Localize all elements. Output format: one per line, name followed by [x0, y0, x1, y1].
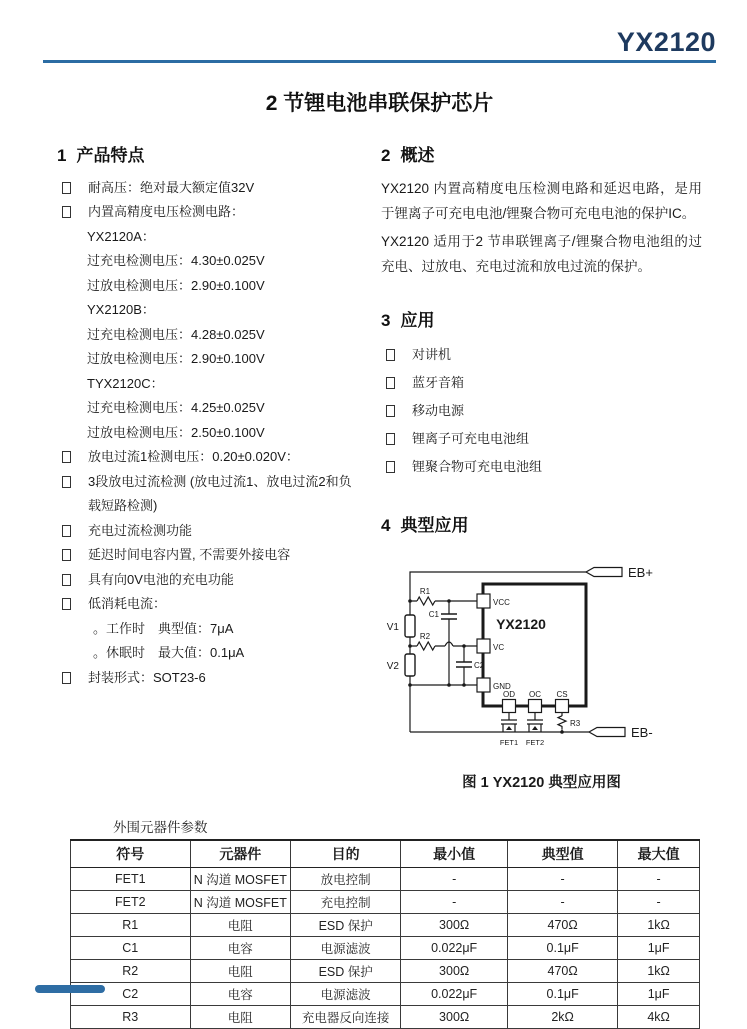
feature-text: 过放电检测电压：2.50±0.100V: [87, 424, 265, 440]
square-bullet-icon: [62, 182, 71, 194]
cell-max: 1μF: [618, 936, 700, 959]
application-text: 对讲机: [412, 346, 452, 362]
table-row: [71, 913, 700, 936]
application-item: [381, 425, 702, 453]
table-header-cell: 目的: [291, 840, 401, 868]
typical-application-circuit-diagram: [381, 552, 711, 762]
pin-gnd-label: GND: [493, 681, 511, 691]
feature-item: [57, 617, 359, 642]
feature-item: [57, 445, 359, 470]
feature-text: 耐高压：绝对最大额定值32V: [88, 179, 255, 195]
section-number: 1: [57, 145, 67, 165]
cell-min: 0.022μF: [401, 982, 508, 1005]
feature-text: 过放电检测电压：2.90±0.100V: [87, 277, 265, 293]
right-column: [381, 141, 702, 792]
v1-label: V1: [386, 621, 399, 633]
c2-label: C2: [474, 660, 485, 670]
cell-symbol: R3: [71, 1005, 191, 1028]
applications-list: [381, 341, 702, 481]
cell-max: 1kΩ: [618, 959, 700, 982]
feature-item: [57, 470, 359, 519]
cell-component: 电阻: [190, 959, 291, 982]
cell-component: 电容: [190, 936, 291, 959]
feature-text: 延迟时间电容内置, 不需要外接电容: [88, 547, 291, 563]
terminal-tags: [586, 567, 625, 736]
cell-purpose: 充电控制: [291, 890, 401, 913]
v2-label: V2: [386, 660, 399, 672]
feature-text: 放电过流1检测电压：0.20±0.020V：: [88, 449, 299, 465]
section-title: 应用: [400, 310, 435, 330]
square-bullet-icon: [62, 549, 71, 561]
feature-item: [57, 176, 359, 201]
pin-cs-label: CS: [556, 689, 568, 699]
feature-item: [57, 200, 359, 225]
mosfet-symbols: [501, 720, 543, 732]
cell-purpose: ESD 保护: [291, 959, 401, 982]
fet1-label: FET1: [499, 737, 519, 747]
feature-text: 。工作时 典型值：7μA: [93, 620, 234, 636]
fet2-label: FET2: [525, 737, 545, 747]
cell-max: -: [618, 890, 700, 913]
cell-typ: -: [508, 867, 618, 890]
section-title: 概述: [400, 145, 435, 165]
cell-component: N 沟道 MOSFET: [190, 867, 291, 890]
feature-text: YX2120A：: [87, 228, 155, 244]
circuit-labels: [387, 565, 653, 747]
table-header-cell: 最小值: [401, 840, 508, 868]
feature-text: 封装形式：SOT23-6: [88, 669, 206, 685]
table-row: [71, 890, 700, 913]
table-body: [71, 867, 700, 1028]
feature-text: 过充电检测电压：4.25±0.025V: [87, 400, 265, 416]
application-item: [381, 453, 702, 481]
feature-text: TYX2120C：: [87, 375, 164, 391]
document-title: 2 节锂电池串联保护芯片: [265, 91, 494, 115]
feature-item: [57, 568, 359, 593]
eb-minus-label: EB-: [631, 724, 653, 740]
cell-purpose: 充电器反向连接: [291, 1005, 401, 1028]
feature-text: 3段放电过流检测 (放电过流1、放电过流2和负载短路检测): [88, 473, 352, 514]
brand-title: YX2120: [616, 27, 716, 57]
square-bullet-icon: [386, 349, 395, 361]
square-bullet-icon: [62, 206, 71, 218]
table-row: [71, 936, 700, 959]
feature-item: [57, 372, 359, 397]
cell-min: 300Ω: [401, 1005, 508, 1028]
cell-component: 电阻: [190, 913, 291, 936]
cell-min: -: [401, 867, 508, 890]
application-text: 蓝牙音箱: [412, 374, 465, 390]
r2-label: R2: [419, 631, 431, 641]
application-item: [381, 369, 702, 397]
chip-pin-squares: [477, 594, 569, 713]
overview-paragraphs: [381, 176, 702, 279]
cell-symbol: C2: [71, 982, 191, 1005]
cell-purpose: 电源滤波: [291, 982, 401, 1005]
cell-typ: 470Ω: [508, 913, 618, 936]
r1-label: R1: [419, 586, 431, 596]
cell-typ: 0.1μF: [508, 936, 618, 959]
eb-plus-label: EB+: [628, 564, 653, 580]
two-column-layout: [57, 141, 702, 792]
feature-item: [57, 274, 359, 299]
section-title: 典型应用: [400, 515, 469, 535]
cell-min: 300Ω: [401, 913, 508, 936]
feature-item: [57, 396, 359, 421]
square-bullet-icon: [386, 433, 395, 445]
cell-purpose: 电源滤波: [291, 936, 401, 959]
cell-typ: 0.1μF: [508, 982, 618, 1005]
table-header-cell: 最大值: [618, 840, 700, 868]
cell-max: 4kΩ: [618, 1005, 700, 1028]
cell-min: 0.022μF: [401, 936, 508, 959]
square-bullet-icon: [62, 672, 71, 684]
section-heading-features: [57, 141, 359, 166]
feature-item: [57, 347, 359, 372]
feature-text: 。休眠时 最大值：0.1μA: [93, 645, 245, 661]
cell-max: 1kΩ: [618, 913, 700, 936]
feature-text: YX2120B：: [87, 302, 155, 318]
cell-typ: -: [508, 890, 618, 913]
section-heading-overview: [381, 141, 702, 166]
table-row: [71, 1005, 700, 1028]
r3-label: R3: [570, 718, 581, 728]
cell-component: 电阻: [190, 1005, 291, 1028]
application-item: [381, 397, 702, 425]
overview-paragraph: YX2120 内置高精度电压检测电路和延迟电路，是用于锂离子可充电电池/锂聚合物可充电电池的保护IC。: [381, 180, 702, 221]
square-bullet-icon: [62, 574, 71, 586]
feature-item: [57, 592, 359, 617]
pin-od-label: OD: [503, 689, 515, 699]
features-list: [57, 176, 359, 691]
cell-purpose: ESD 保护: [291, 913, 401, 936]
cell-typ: 2kΩ: [508, 1005, 618, 1028]
feature-item: [57, 249, 359, 274]
square-bullet-icon: [62, 598, 71, 610]
section-number: 4: [381, 515, 391, 535]
application-item: [381, 341, 702, 369]
pin-oc-label: OC: [529, 689, 541, 699]
feature-item: [57, 323, 359, 348]
footer-page-marker: [35, 985, 105, 993]
capacitor-symbols: [441, 614, 472, 667]
feature-item: [57, 543, 359, 568]
overview-paragraph: YX2120 适用于2 节串联锂离子/锂聚合物电池组的过充电、过放电、充电过流和放电过流的保护。: [381, 233, 702, 274]
c1-label: C1: [428, 609, 439, 619]
square-bullet-icon: [386, 461, 395, 473]
feature-item: [57, 641, 359, 666]
feature-text: 具有向0V电池的充电功能: [88, 571, 234, 587]
square-bullet-icon: [386, 377, 395, 389]
application-text: 锂离子可充电电池组: [412, 430, 530, 446]
square-bullet-icon: [62, 476, 71, 488]
square-bullet-icon: [62, 451, 71, 463]
feature-item: [57, 225, 359, 250]
cell-symbol: FET2: [71, 890, 191, 913]
section-number: 3: [381, 310, 391, 330]
feature-item: [57, 519, 359, 544]
table-header-cell: 符号: [71, 840, 191, 868]
page-header: [43, 28, 716, 63]
table-header-cell: 元器件: [190, 840, 291, 868]
table-header-row: [71, 840, 700, 868]
section-title: 产品特点: [76, 145, 145, 165]
cell-min: -: [401, 890, 508, 913]
table-row: [71, 982, 700, 1005]
feature-text: 充电过流检测功能: [88, 522, 193, 538]
feature-item: [57, 421, 359, 446]
application-text: 锂聚合物可充电电池组: [412, 458, 543, 474]
cell-max: 1μF: [618, 982, 700, 1005]
components-table: [70, 839, 700, 1029]
feature-text: 低消耗电流：: [88, 596, 167, 612]
square-bullet-icon: [386, 405, 395, 417]
section-heading-typical-application: [381, 511, 702, 536]
cell-purpose: 放电控制: [291, 867, 401, 890]
table-row: [71, 959, 700, 982]
feature-text: 过充电检测电压：4.28±0.025V: [87, 326, 265, 342]
figure-caption: 图 1 YX2120 典型应用图: [462, 774, 621, 791]
cell-symbol: R1: [71, 913, 191, 936]
cell-symbol: FET1: [71, 867, 191, 890]
chip-label: YX2120: [496, 615, 546, 632]
table-header-cell: 典型值: [508, 840, 618, 868]
cell-component: N 沟道 MOSFET: [190, 890, 291, 913]
table-row: [71, 867, 700, 890]
feature-item: [57, 666, 359, 691]
cell-component: 电容: [190, 982, 291, 1005]
feature-text: 内置高精度电压检测电路：: [88, 204, 245, 220]
application-text: 移动电源: [412, 402, 465, 418]
section-number: 2: [381, 145, 391, 165]
pin-vc-label: VC: [493, 642, 505, 652]
cell-typ: 470Ω: [508, 959, 618, 982]
feature-text: 过充电检测电压：4.30±0.025V: [87, 253, 265, 269]
cell-max: -: [618, 867, 700, 890]
cell-symbol: C1: [71, 936, 191, 959]
feature-text: 过放电检测电压：2.90±0.100V: [87, 351, 265, 367]
components-table-label: 外围元器件参数: [113, 819, 208, 835]
cell-symbol: R2: [71, 959, 191, 982]
components-table-section: [70, 816, 700, 1029]
section-heading-applications: [381, 306, 702, 331]
pin-vcc-label: VCC: [493, 597, 510, 607]
feature-item: [57, 298, 359, 323]
square-bullet-icon: [62, 525, 71, 537]
left-column: [57, 141, 359, 792]
cell-min: 300Ω: [401, 959, 508, 982]
